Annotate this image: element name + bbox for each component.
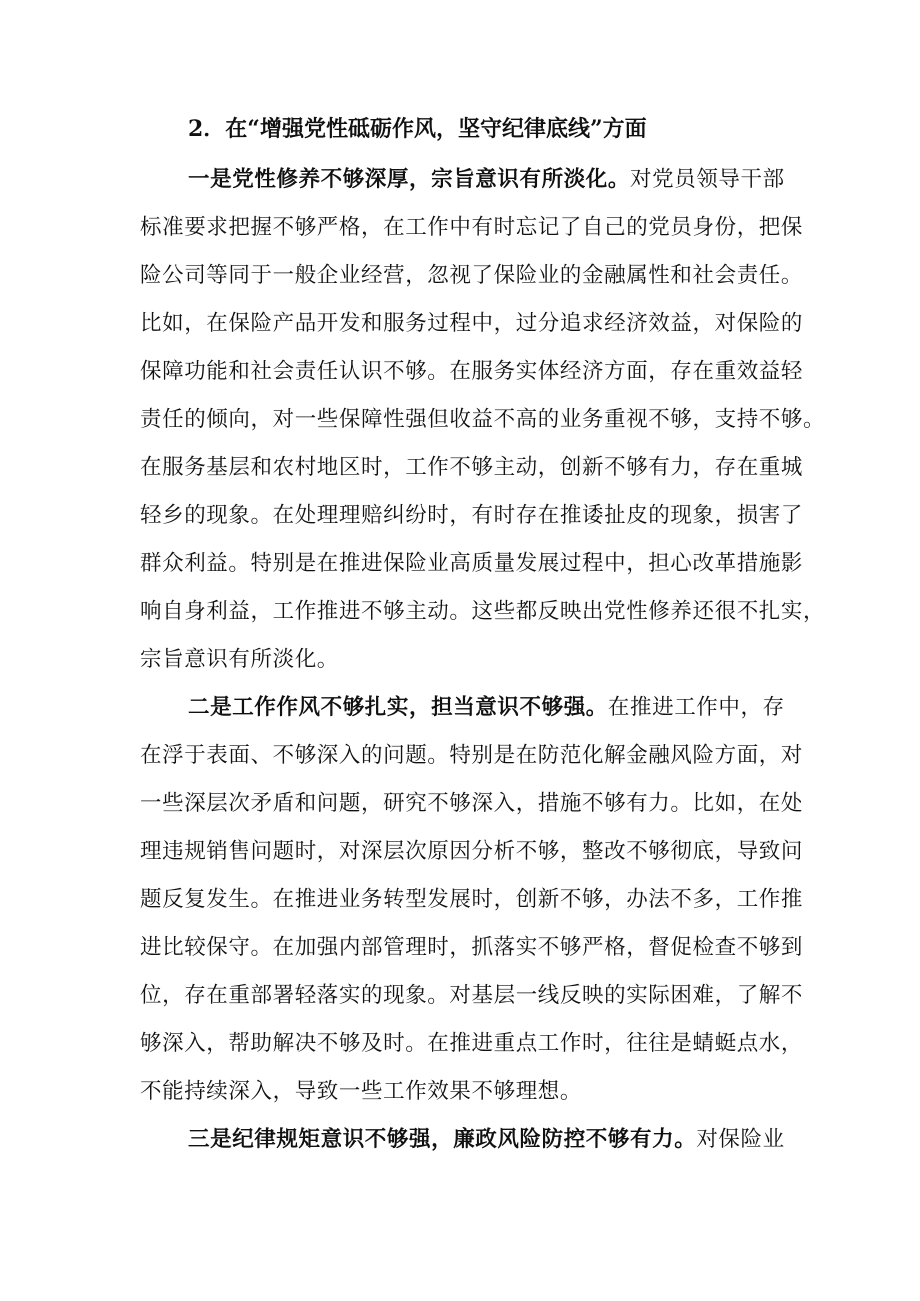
paragraph-line: 宗旨意识有所淡化。 <box>140 647 339 672</box>
paragraph-line: 题反复发生。在推进业务转型发展时，创新不够，办法不多，工作推 <box>140 887 804 912</box>
paragraph-2-lead: 二是工作作风不够扎实，担当意识不够强。 <box>188 695 608 720</box>
paragraph-line: 在浮于表面、不够深入的问题。特别是在防范化解金融风险方面，对 <box>140 743 804 768</box>
paragraph-line: 位，存在重部署轻落实的现象。对基层一线反映的实际困难，了解不 <box>140 983 804 1008</box>
paragraph-line: 群众利益。特别是在推进保险业高质量发展过程中，担心改革措施影 <box>140 551 804 576</box>
paragraph-line: 轻乡的现象。在处理理赔纠纷时，有时存在推诿扯皮的现象，损害了 <box>140 503 804 528</box>
paragraph-line: 够深入，帮助解决不够及时。在推进重点工作时，往往是蜻蜓点水， <box>140 1031 804 1056</box>
paragraph-3-first-line <box>188 1124 790 1156</box>
paragraph-line: 保障功能和社会责任认识不够。在服务实体经济方面，存在重效益轻 <box>140 359 804 384</box>
paragraph-line: 响自身利益，工作推进不够主动。这些都反映出党性修养还很不扎实， <box>140 599 826 624</box>
paragraph-line: 不能持续深入，导致一些工作效果不够理想。 <box>140 1079 583 1104</box>
paragraph-1-lead: 一是党性修养不够深厚，宗旨意识有所淡化。 <box>188 167 631 192</box>
paragraph-line: 进比较保守。在加强内部管理时，抓落实不够严格，督促检查不够到 <box>140 935 804 960</box>
paragraph-line: 比如，在保险产品开发和服务过程中，过分追求经济效益，对保险的 <box>140 311 804 336</box>
paragraph-3-lead: 三是纪律规矩意识不够强，廉政风险防控不够有力。 <box>188 1127 697 1152</box>
paragraph-line: 责任的倾向，对一些保障性强但收益不高的业务重视不够，支持不够。 <box>140 407 826 432</box>
paragraph-2-first-line <box>188 692 790 724</box>
paragraph-1-first-line <box>188 164 790 196</box>
paragraph-line: 险公司等同于一般企业经营，忽视了保险业的金融属性和社会责任。 <box>140 263 804 288</box>
paragraph-line: 标准要求把握不够严格，在工作中有时忘记了自己的党员身份，把保 <box>140 215 804 240</box>
paragraph-2-first-line-rest: 在推进工作中，存 <box>607 695 785 720</box>
paragraph-line: 一些深层次矛盾和问题，研究不够深入，措施不够有力。比如，在处 <box>140 791 804 816</box>
paragraph-1-first-line-rest: 对党员领导干部 <box>630 167 785 192</box>
paragraph-line: 在服务基层和农村地区时，工作不够主动，创新不够有力，存在重城 <box>140 455 804 480</box>
paragraph-3-first-line-rest: 对保险业 <box>696 1127 785 1152</box>
paragraph-line: 理违规销售问题时，对深层次原因分析不够，整改不够彻底，导致问 <box>140 839 804 864</box>
section-heading: 2．在“增强党性砥砺作风，坚守纪律底线”方面 <box>188 116 647 142</box>
